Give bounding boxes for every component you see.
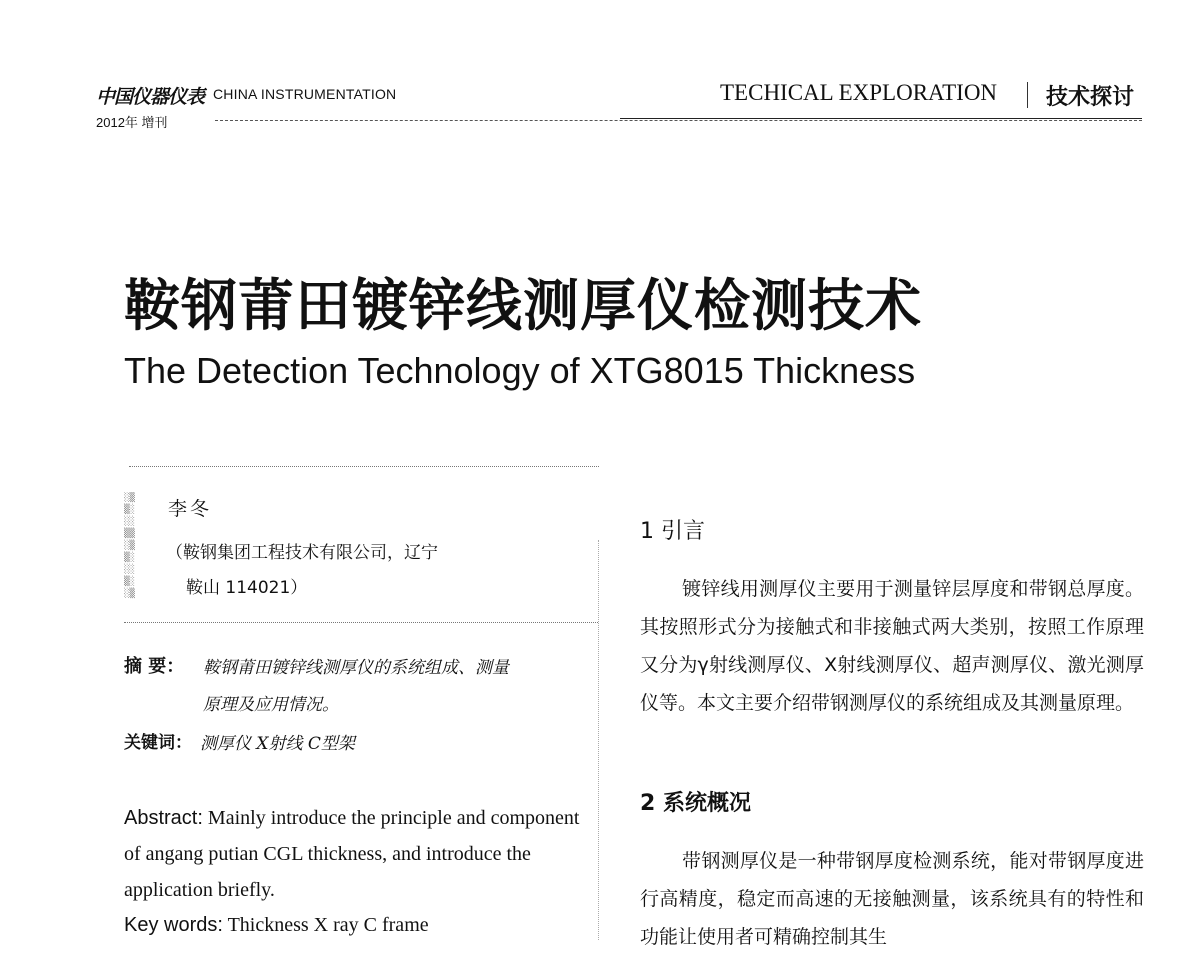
keywords-cn-label: 关键词： — [124, 733, 192, 753]
keywords-en-label: Key words: — [124, 914, 223, 936]
section-body-intro — [640, 570, 1144, 722]
author-affiliation-line2: 鞍山 114021） — [186, 578, 308, 598]
author-box-bottom-rule — [124, 622, 598, 623]
header-rule-solid — [620, 118, 1142, 119]
abstract-en-label: Abstract: — [124, 807, 203, 829]
section-title-en: TECHICAL EXPLORATION — [720, 80, 998, 105]
section-heading-intro: 1 引言 — [640, 519, 705, 544]
section-body-overview — [640, 842, 1144, 956]
section-heading-overview: 2 系统概况 — [640, 791, 751, 816]
section-body-overview-text: 带钢测厚仪是一种带钢厚度检测系统，能对带钢厚度进行高精度，稳定而高速的无接触测量，该系统具有的特性和功能让使用者可精确控制其生 — [640, 850, 1144, 948]
section-body-intro-text: 镀锌线用测厚仪主要用于测量锌层厚度和带钢总厚度。其按照形式分为接触式和非接触式两大类别，按照工作原理又分为γ射线测厚仪、X射线测厚仪、超声测厚仪、激光测厚仪等。本文主要介绍带钢测厚仪的系统组成及其测量原理。 — [640, 578, 1144, 714]
header-rule — [215, 120, 1142, 121]
author-name: 李冬 — [168, 498, 213, 520]
keywords-en — [124, 914, 429, 937]
article-title-en: The Detection Technology of XTG8015 Thickness — [124, 350, 916, 391]
column-divider — [598, 540, 599, 940]
article-title-cn: 鞍钢莆田镀锌线测厚仪检测技术 — [124, 274, 922, 339]
abstract-cn-line1: 鞍钢莆田镀锌线测厚仪的系统组成、测量 — [203, 658, 509, 678]
journal-name-en: CHINA INSTRUMENTATION — [213, 86, 397, 102]
abstract-en-text: Mainly introduce the principle and component of angang putian CGL thickness, and introduce the application briefly. — [124, 807, 580, 901]
abstract-en — [124, 800, 600, 908]
author-affiliation-line1: （鞍钢集团工程技术有限公司，辽宁 — [166, 543, 438, 563]
keywords-en-text: Thickness X ray C frame — [222, 914, 429, 936]
section-separator — [1027, 82, 1028, 108]
abstract-cn-line2: 原理及应用情况。 — [203, 695, 339, 715]
keywords-cn-text: 测厚仪 X射线 C型架 — [200, 734, 355, 754]
abstract-cn-label: 摘 要： — [124, 656, 185, 677]
journal-logo-cn: 中国仪器仪表 — [96, 86, 205, 108]
section-title-cn: 技术探讨 — [1046, 85, 1135, 110]
scan-noise-mark: ░▒ ▒░ ░░ ▒▒ ░▒ ▒░ ░░ ▒░ ░▒ — [124, 493, 135, 599]
author-box-top-rule — [129, 466, 599, 467]
issue-label: 2012年 增刊 — [96, 115, 168, 130]
